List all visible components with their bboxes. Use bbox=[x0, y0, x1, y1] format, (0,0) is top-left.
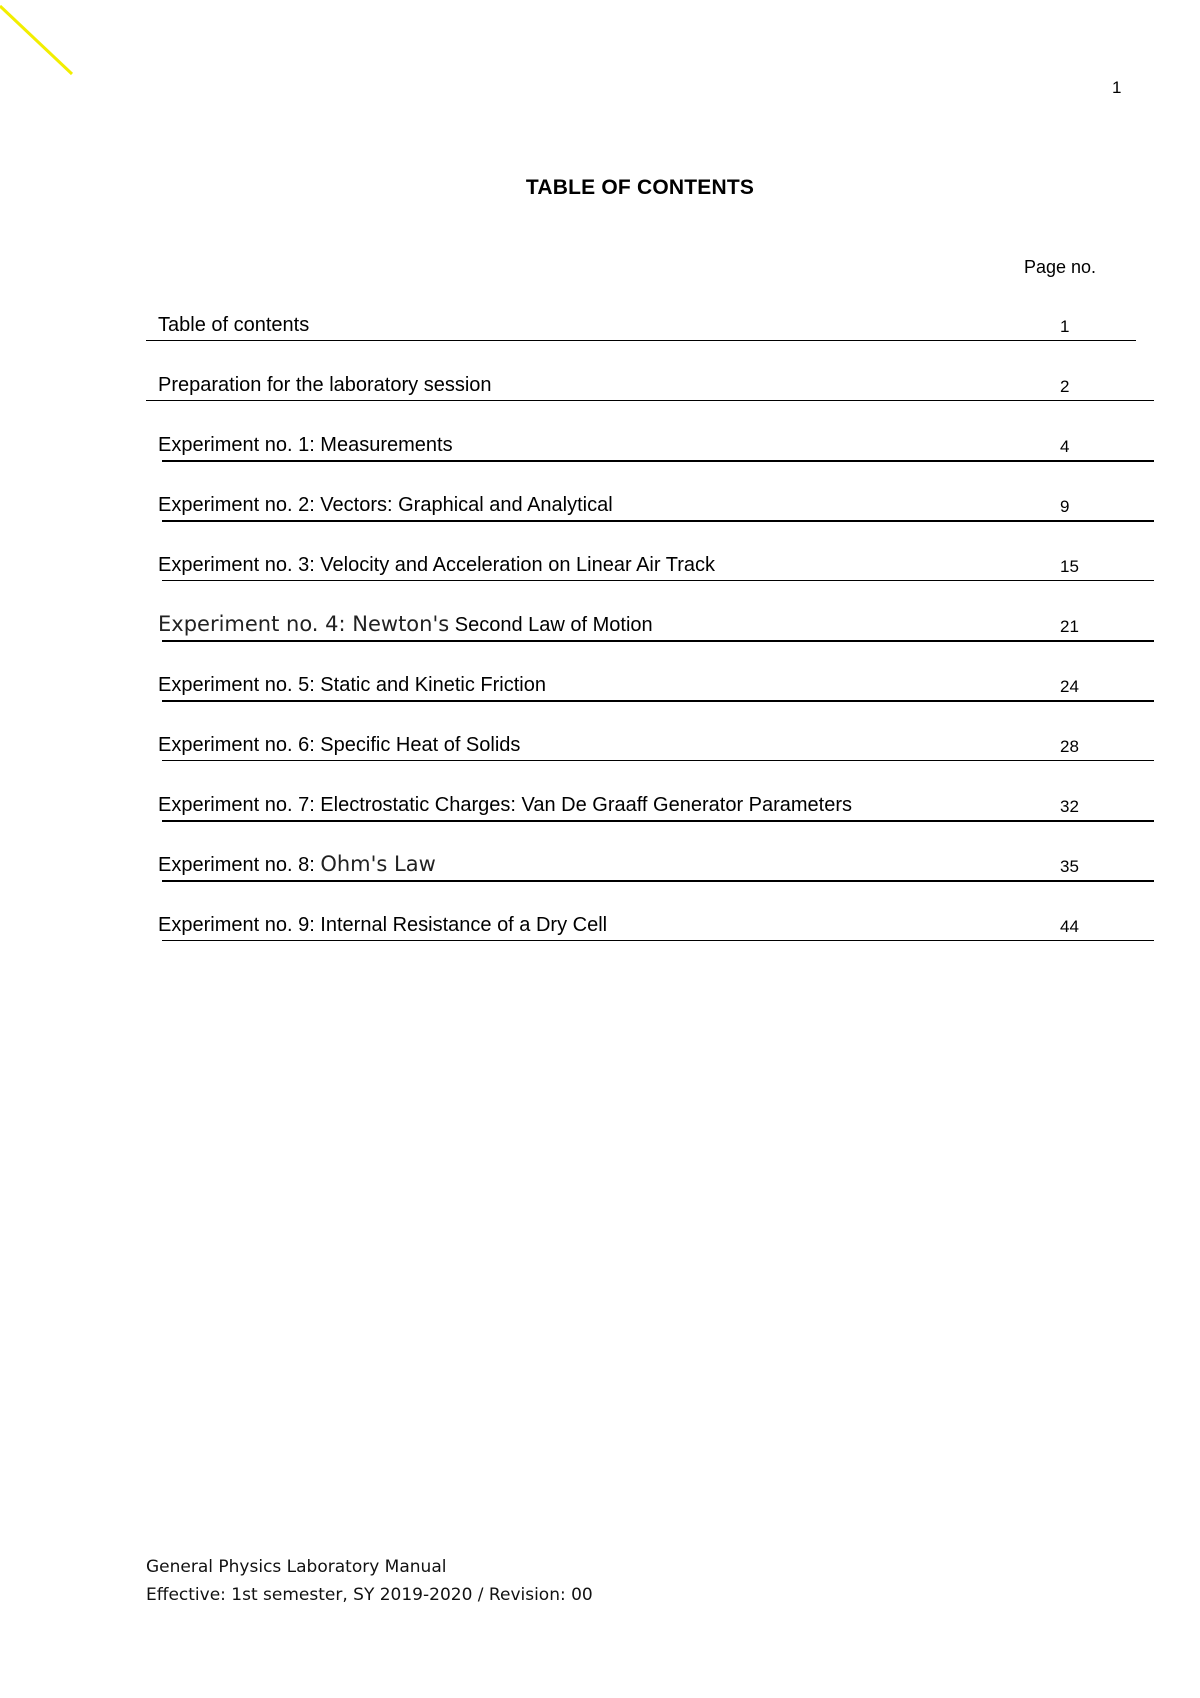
toc-entry-label-part: Ohm's Law bbox=[320, 852, 436, 876]
toc-entry-page: 35 bbox=[1060, 857, 1079, 876]
toc-entry-page: 32 bbox=[1060, 797, 1079, 816]
toc-entry-label: Experiment no. 6: Specific Heat of Solids bbox=[158, 734, 521, 756]
toc-entry-page: 15 bbox=[1060, 557, 1079, 576]
toc-entry[interactable] bbox=[158, 730, 1154, 761]
toc-entry-label: Experiment no. 3: Velocity and Acceleration on Linear Air Track bbox=[158, 554, 715, 576]
page-footer bbox=[146, 1553, 593, 1609]
toc-entry-page: 2 bbox=[1060, 377, 1070, 396]
toc-entry-label: Table of contents bbox=[158, 314, 310, 336]
toc-entry-label-part: Experiment no. 4: Newton's bbox=[158, 612, 450, 636]
toc-entry-label bbox=[158, 612, 653, 637]
page-title: TABLE OF CONTENTS bbox=[525, 176, 755, 199]
page-number: 1 bbox=[1112, 78, 1122, 97]
footer-effectivity: Effective: 1st semester, SY 2019-2020 / Revision: 00 bbox=[146, 1585, 593, 1605]
toc-entry-label: Experiment no. 5: Static and Kinetic Friction bbox=[158, 674, 546, 696]
toc-entry[interactable] bbox=[158, 490, 1154, 522]
toc-entry[interactable] bbox=[146, 310, 1136, 341]
toc-entry-page: 44 bbox=[1060, 917, 1079, 936]
toc-entry[interactable] bbox=[158, 910, 1154, 941]
page-no-column-header: Page no. bbox=[1024, 257, 1097, 277]
toc-entry-page: 1 bbox=[1060, 317, 1070, 336]
toc-entry-page: 9 bbox=[1060, 497, 1070, 516]
toc-entry-label-part: Second Law of Motion bbox=[449, 614, 653, 636]
footer-manual-title: General Physics Laboratory Manual bbox=[146, 1557, 447, 1577]
toc-entry[interactable] bbox=[158, 850, 1154, 882]
corner-highlight-mark bbox=[0, 0, 80, 80]
toc-entry-label: Experiment no. 9: Internal Resistance of a Dry Cell bbox=[158, 914, 608, 936]
toc-entry-page: 28 bbox=[1060, 737, 1079, 756]
toc-entry-label: Experiment no. 2: Vectors: Graphical and Analytical bbox=[158, 494, 613, 516]
toc-entry-label: Preparation for the laboratory session bbox=[158, 374, 492, 396]
toc-entry[interactable] bbox=[158, 670, 1154, 702]
toc-entry-label: Experiment no. 7: Electrostatic Charges: Van De Graaff Generator Parameters bbox=[158, 794, 853, 816]
toc-entry-page: 21 bbox=[1060, 617, 1079, 636]
toc-entry-label bbox=[158, 852, 436, 877]
toc-entry-label: Experiment no. 1: Measurements bbox=[158, 434, 453, 456]
toc-entry[interactable] bbox=[158, 610, 1154, 642]
toc-entry-page: 4 bbox=[1060, 437, 1070, 456]
toc-entry[interactable] bbox=[158, 550, 1154, 581]
toc-entry[interactable] bbox=[158, 430, 1154, 462]
toc-entry[interactable] bbox=[158, 790, 1154, 822]
toc-entry-page: 24 bbox=[1060, 677, 1079, 696]
toc-entry[interactable] bbox=[146, 370, 1154, 401]
toc-entry-label-part: Experiment no. 8: bbox=[158, 854, 321, 876]
